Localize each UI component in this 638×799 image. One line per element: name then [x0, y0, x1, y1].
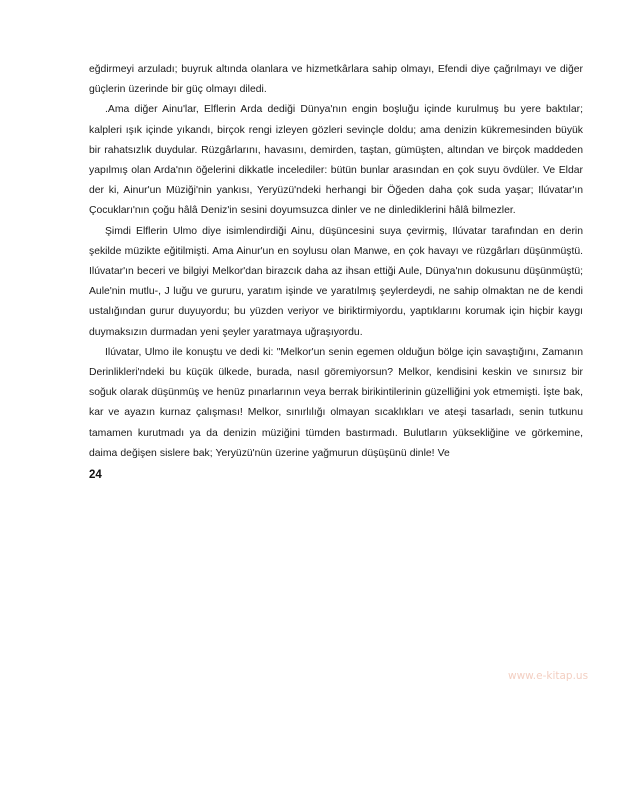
page-number: 24: [89, 469, 102, 481]
paragraph: .Ama diğer Ainu'lar, Elflerin Arda dediği Dünya'nın engin boşluğu içinde kurulmuş bu yere baktılar; kalpleri ışık içinde yıkandı, birçok rengi izleyen gözleri sevinçle doldu; ama denizin kükremesinden büyük bir rahatsızlık duydular. Rüzgârlarını, havasını, demirden, taştan, gümüşten, altından ve birçok maddeden yapılmış olan Arda'nın öğelerini dikkatle incelediler: bütün bunlar arasından en çok suyu övdüler. Ve Eldar der ki, Ainur'un Müziği'nin yankısı, Yeryüzü'ndeki herhangi bir Öğeden daha çok suda yaşar; Ilúvatar'ın Çocukları'nın çoğu hâlâ Deniz'in sesini doyumsuzca dinler ve ne dinlediklerini hâlâ bilmezler.: [89, 104, 583, 217]
watermark-url: www.e-kitap.us: [508, 670, 589, 682]
page-body: [89, 60, 583, 464]
paragraph: Şimdi Elflerin Ulmo diye isimlendirdiği Ainu, düşüncesini suya çevirmiş, Ilúvatar tarafından en derin şekilde müzikte eğitilmişti. Ama Ainur'un en soylusu olan Manwe, en çok havayı ve rüzgârları düşünmüştü. Ilúvatar'ın beceri ve bilgiyi Melkor'dan birazcık daha az ihsan ettiği Aule, Dünya'nın dokusunu düşünmüştü; Aule'nin mutlu-, J luğu ve gururu, yaratım işinde ve yaratılmış şeylerdeydi, ne sahip olmaktan ne de kendi ustalığından gurur duyuyordu; bu yüzden veriyor ve biriktirmiyordu, yaptıklarını korumak için hiçbir kaygı duymaksızın durmadan yeni şeyler yaratmaya uğraşıyordu.: [89, 225, 583, 338]
paragraph: Ilúvatar, Ulmo ile konuştu ve dedi ki: "Melkor'un senin egemen olduğun bölge için savaştığını, Zamanın Derinlikleri'ndeki bu küçük ülkede, burada, nasıl göremiyorsun? Melkor, kendisini keskin ve sınırsız bir soğuk olarak düşünmüş ve henüz pınarlarının veya berrak birikintilerinin güzelliğini yok etmemişti. İşte bak, kar ve ayazın kurnaz çalışması! Melkor, sınırlılığı olmayan sıcaklıkları ve ateşi tasarladı, senin tutkunu tamamen kurutmadı ya da denizin müziğini tümden bastırmadı. Bulutların yüksekliğine ve görkemine, daima değişen sislere bak; Yeryüzü'nün üzerine yağmurun düşüşünü dinle! Ve: [89, 346, 583, 459]
paragraph: eğdirmeyi arzuladı; buyruk altında olanlara ve hizmetkârlara sahip olmayı, Efendi diye çağrılmayı ve diğer güçlerin üzerinde bir güç olmayı diledi.: [89, 64, 583, 96]
